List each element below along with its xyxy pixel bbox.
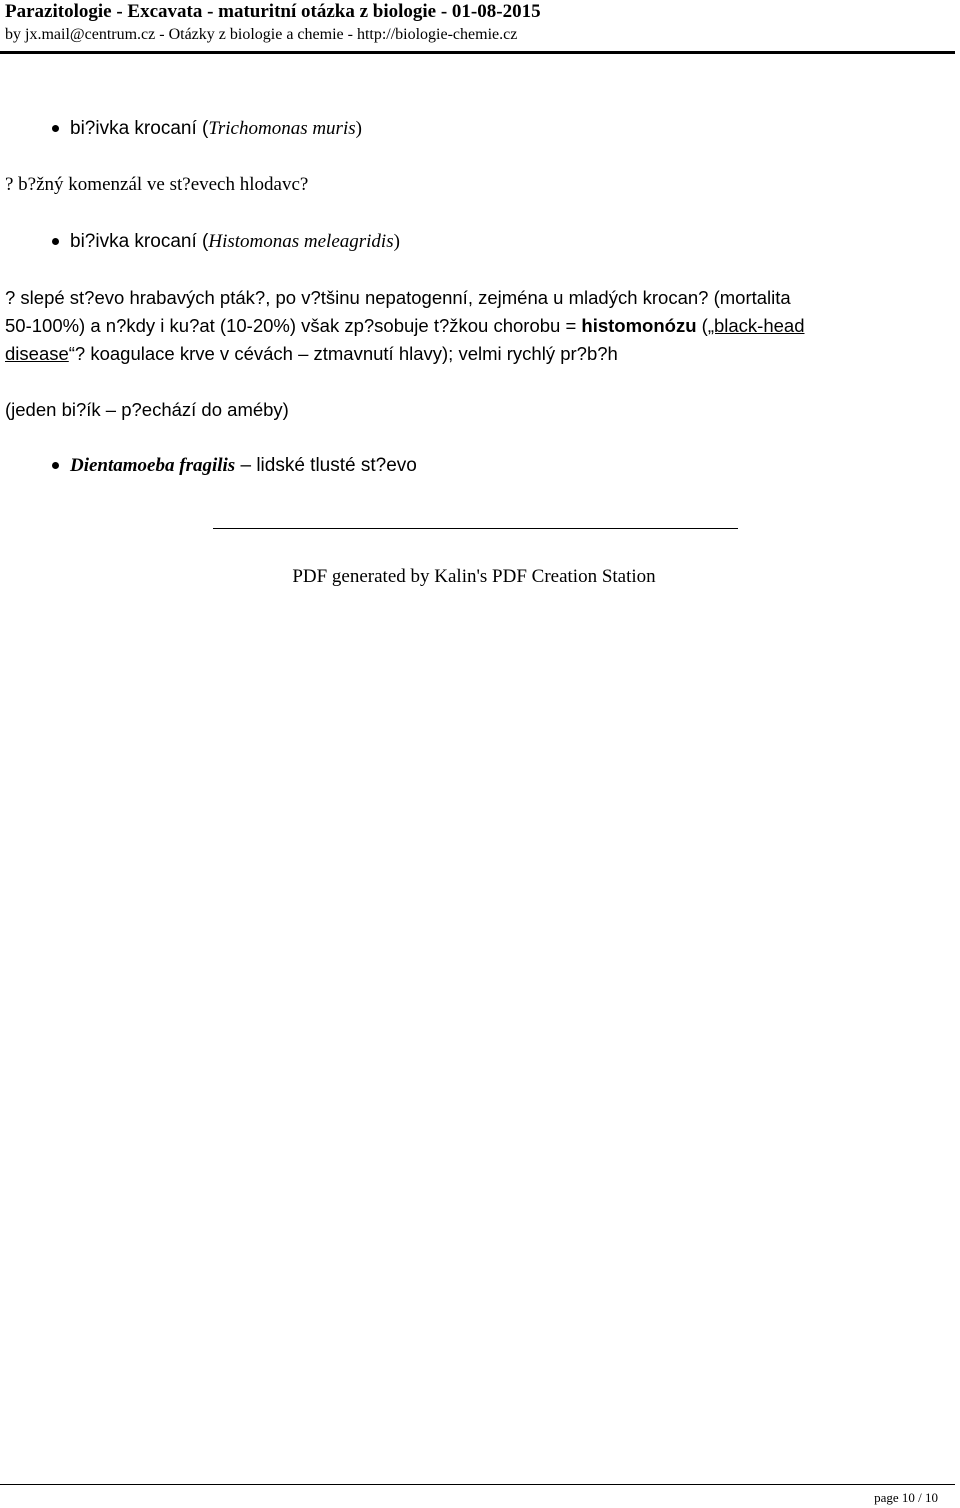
paragraph-text: 50-100%) a n?kdy i ku?at (10-20%) však zp?sobuje t?žkou chorobu =	[5, 315, 582, 336]
page-header	[5, 0, 957, 46]
paragraph-line	[5, 314, 805, 338]
species-name: Trichomonas muris	[208, 118, 356, 139]
list-item	[70, 454, 417, 478]
paragraph-text: (	[696, 315, 708, 336]
paragraph: ? b?žný komenzál ve st?evech hlodavc?	[5, 174, 309, 195]
document-title: Parazitologie - Excavata - maturitní otázka z biologie - 01-08-2015	[5, 1, 541, 22]
species-name: Histomonas meleagridis	[208, 231, 394, 252]
list-item-tail: – lidské tlusté st?evo	[235, 455, 417, 476]
paragraph: (jeden bi?ík – p?echází do améby)	[5, 399, 289, 420]
page-footer-divider	[0, 1484, 955, 1485]
paragraph-line	[5, 342, 618, 366]
generator-credit: PDF generated by Kalin's PDF Creation Station	[292, 566, 656, 587]
bullet-icon	[52, 462, 59, 469]
bullet-icon	[52, 125, 59, 132]
paragraph-text: “? koagulace krve v cévách – ztmavnutí hlavy); velmi rychlý pr?b?h	[68, 343, 618, 364]
list-item-lead: bi?ivka krocaní (	[70, 118, 209, 139]
list-item	[70, 230, 400, 254]
underlined-term: „black-head	[707, 315, 805, 336]
document-byline: by jx.mail@centrum.cz - Otázky z biologie a chemie - http://biologie-chemie.cz	[5, 26, 518, 43]
footer-divider	[213, 528, 738, 529]
bullet-icon	[52, 238, 59, 245]
paragraph-line: ? slepé st?evo hrabavých pták?, po v?tšinu nepatogenní, zejména u mladých krocan? (mortalita	[5, 287, 791, 308]
header-divider	[0, 51, 955, 54]
list-item	[70, 117, 362, 141]
species-name: Dientamoeba fragilis	[70, 455, 236, 476]
page-number: page 10 / 10	[874, 1490, 938, 1505]
bold-term: histomonózu	[581, 315, 697, 336]
list-item-tail: )	[393, 231, 400, 252]
list-item-tail: )	[355, 118, 362, 139]
list-item-lead: bi?ivka krocaní (	[70, 231, 209, 252]
underlined-term: disease	[5, 343, 69, 364]
